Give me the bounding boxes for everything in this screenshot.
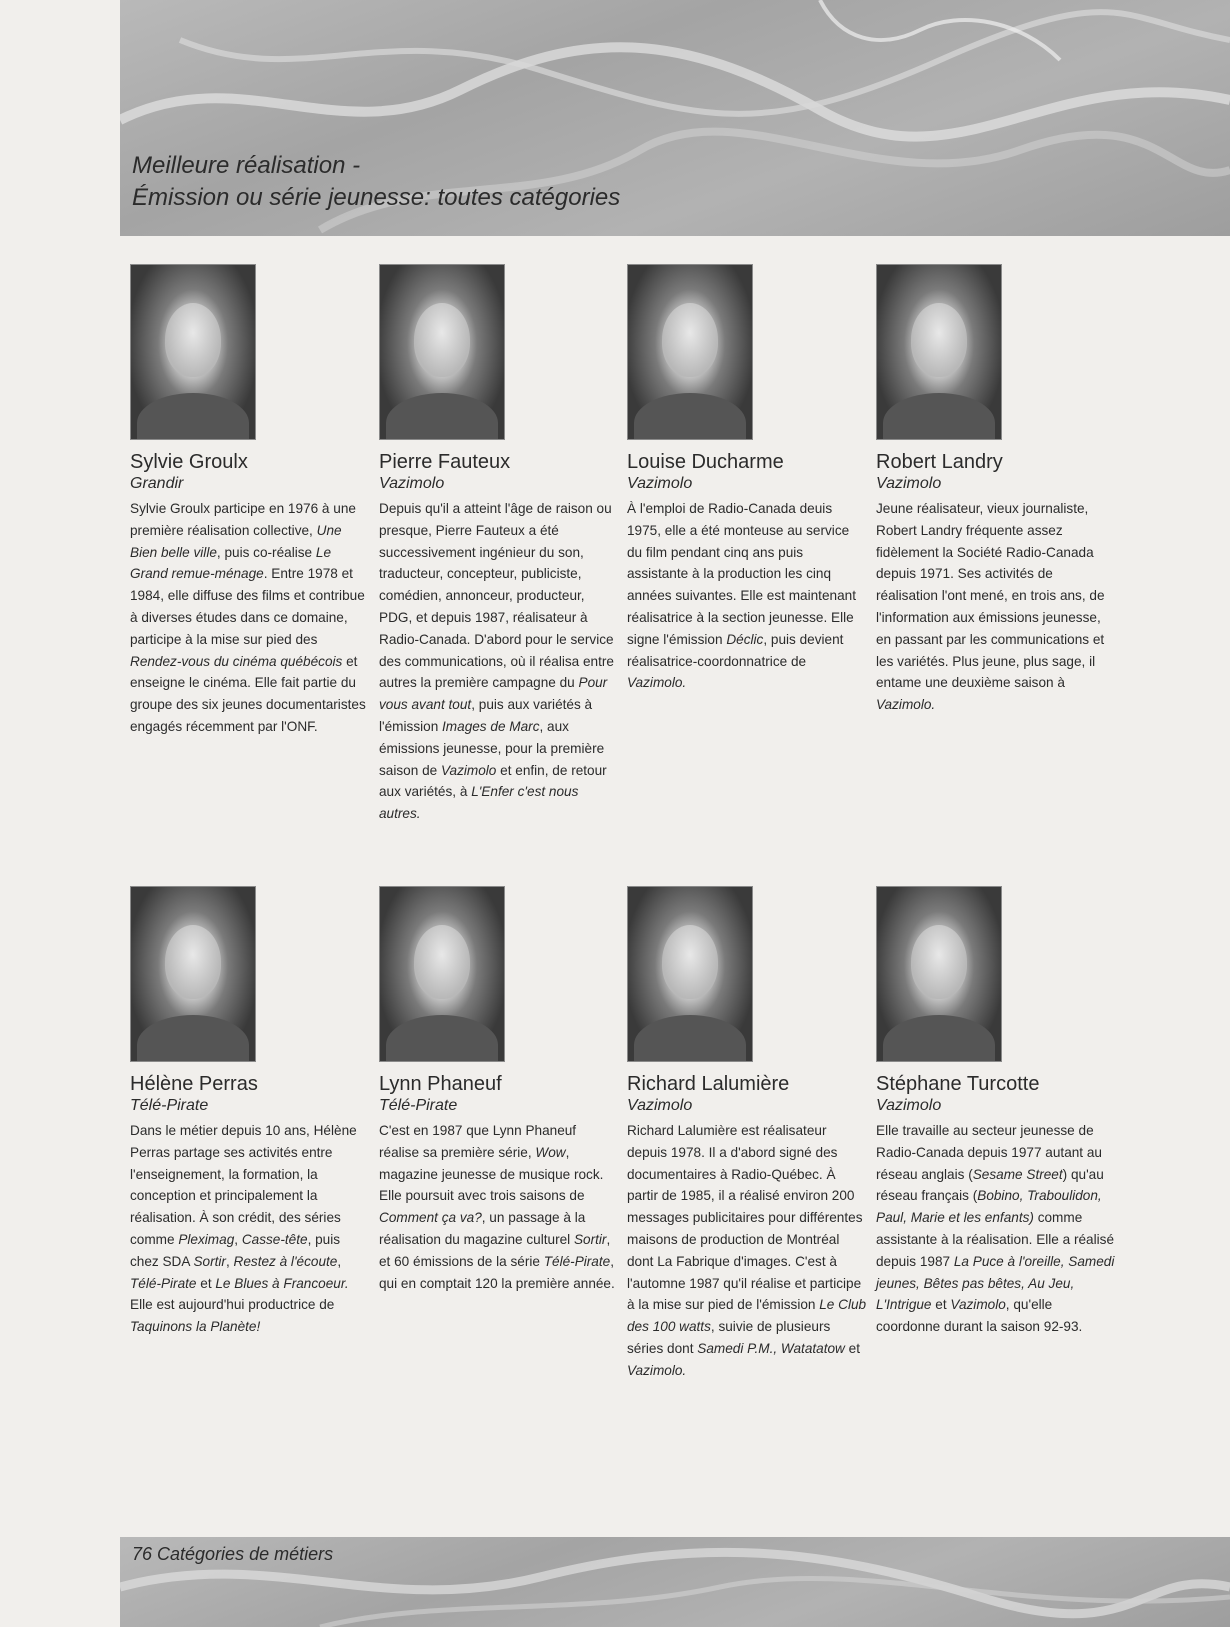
portrait-photo (379, 264, 505, 440)
bio-segment: Depuis qu'il a atteint l'âge de raison ou presque, Pierre Fauteux a été successivement ingénieur du son, traducteur, concepteur, publiciste, comédien, annonceur, producteur, PDG, et depuis 1987, réalisateur à Radio-Canada. D'abord pour le service des communications, où il réalisa entre autres la première campagne du (379, 501, 614, 691)
bio-italic-segment: Une Bien belle ville (130, 522, 342, 560)
show-title: Grandir (130, 475, 184, 492)
bio-segment: , et 60 émissions de la série (379, 1231, 611, 1269)
bio-segment: Elle est aujourd'hui productrice de (130, 1297, 335, 1313)
person-card (379, 886, 619, 1294)
bio-italic-segment: Taquinons la Planète! (130, 1319, 261, 1335)
bio-italic-segment: Vazimolo. (627, 1362, 687, 1378)
page-title-line2: Émission ou série jeunesse: toutes catégories (132, 184, 621, 211)
bio-segment: C'est en 1987 que Lynn Phaneuf réalise sa première série, (379, 1123, 577, 1160)
bio-italic-segment: Vazimolo. (876, 697, 936, 713)
person-name: Robert Landry (876, 451, 1003, 473)
bio-segment: , puis devient réalisatrice-coordonnatrice de (627, 631, 844, 669)
show-title: Vazimolo (627, 475, 693, 492)
bio-italic-segment: Le Grand remue-ménage (130, 544, 332, 582)
portrait-photo (130, 886, 256, 1062)
bio-italic-segment: Restez à l'écoute (233, 1253, 338, 1269)
bio-segment: À l'emploi de Radio-Canada deuis 1975, elle a été monteuse au service du film pendant cinq ans puis assistante à la production les cinq années suivantes. Elle est maintenant réalisatrice à la section jeunesse. Elle signe l'émission (627, 501, 856, 647)
bio-segment: et enfin, de retour aux variétés, à (379, 762, 607, 800)
portrait-photo (627, 886, 753, 1062)
bio-segment: Sylvie Groulx participe en 1976 à une première réalisation collective, (130, 501, 356, 538)
portrait-photo (130, 264, 256, 440)
page-title (132, 150, 620, 214)
bio-italic-segment: Vazimolo. (627, 675, 687, 691)
bio-italic-segment: Le Club des 100 watts (627, 1297, 867, 1335)
person-bio (876, 1120, 1116, 1338)
bio-segment: , un passage à la réalisation du magazine culturel (379, 1210, 586, 1247)
person-card (876, 886, 1116, 1338)
bio-segment: Jeune réalisateur, vieux journaliste, Robert Landry fréquente assez fidèlement la Société Radio-Canada depuis 1971. Ses activités de réalisation l'ont mené, en trois ans, de l'information aux émissions jeunesse, en passant par les communications et les variétés. Plus jeune, plus sage, il entame une deuxième saison à (876, 501, 1105, 691)
bio-italic-segment: Comment ça va? (379, 1210, 482, 1226)
portrait-photo (627, 264, 753, 440)
footer-page-label: 76 Catégories de métiers (132, 1544, 334, 1564)
bio-italic-segment: Pleximag (178, 1231, 235, 1247)
person-bio (627, 1120, 867, 1382)
portrait-photo (379, 886, 505, 1062)
bio-segment: , qu'elle coordonne durant la saison 92-93. (876, 1297, 1083, 1335)
bio-italic-segment: Sortir (193, 1253, 226, 1269)
bio-italic-segment: Sesame Street (972, 1166, 1063, 1182)
bio-segment: et enseigne le cinéma. Elle fait partie du groupe des six jeunes documentaristes engagés récemment par l'ONF. (130, 653, 366, 734)
person-card (876, 264, 1116, 716)
bio-segment: ) qu'au réseau français ( (876, 1166, 1104, 1204)
show-title: Vazimolo (876, 1097, 942, 1114)
person-card (627, 264, 867, 694)
person-bio (379, 498, 619, 825)
bio-segment: Richard Lalumière est réalisateur depuis 1978. Il a d'abord signé des documentaires à Radio-Québec. À partir de 1985, il a réalisé environ 200 messages publicitaires pour différentes maisons de production de Montréal dont La Fabrique d'images. C'est à l'automne 1987 qu'il réalise et participe à la mise sur pied de l'émission (627, 1123, 863, 1313)
bio-italic-segment: L'Enfer c'est nous autres. (379, 784, 579, 822)
show-title: Télé-Pirate (379, 1097, 458, 1114)
person-card (627, 886, 867, 1382)
person-name: Sylvie Groulx (130, 451, 248, 473)
bio-segment: , puis aux variétés à l'émission (379, 697, 593, 734)
bio-italic-segment: Sortir (573, 1231, 607, 1247)
bio-italic-segment: Déclic (726, 631, 764, 647)
show-title: Vazimolo (379, 475, 445, 492)
bio-italic-segment: Bobino, Traboulidon, Paul, Marie et les enfants) (876, 1188, 1102, 1226)
bio-italic-segment: Pour vous avant tout (379, 675, 608, 713)
person-name: Richard Lalumière (627, 1073, 790, 1095)
bio-segment: et (844, 1340, 860, 1356)
portrait-photo (876, 264, 1002, 440)
person-name: Hélène Perras (130, 1073, 258, 1095)
person-name: Pierre Fauteux (379, 451, 511, 473)
bio-italic-segment: Wow (535, 1144, 566, 1160)
bio-italic-segment: Casse-tête (241, 1231, 308, 1247)
person-name: Lynn Phaneuf (379, 1073, 502, 1095)
person-bio (627, 498, 867, 694)
bio-segment: , magazine jeunesse de musique rock. Elle poursuit avec trois saisons de (379, 1144, 604, 1204)
bio-italic-segment: Rendez-vous du cinéma québécois (130, 653, 343, 669)
bio-segment: et (931, 1297, 951, 1313)
bio-segment: , (225, 1253, 234, 1269)
person-card (130, 264, 370, 738)
person-card (130, 886, 370, 1338)
person-name: Stéphane Turcotte (876, 1073, 1040, 1095)
bio-italic-segment: Vazimolo (950, 1297, 1006, 1313)
bio-italic-segment: Vazimolo (440, 762, 497, 778)
bio-segment: Elle travaille au secteur jeunesse de Radio-Canada depuis 1977 autant au réseau anglais ( (876, 1123, 1102, 1182)
bio-segment: comme assistante à la réalisation. Elle a réalisé depuis 1987 (876, 1210, 1115, 1269)
bio-segment: , (337, 1253, 342, 1269)
show-title: Vazimolo (876, 475, 942, 492)
bio-italic-segment: La Puce à l'oreille, Samedi jeunes, Bêtes pas bêtes, Au Jeu, L'Intrigue (876, 1253, 1115, 1313)
page-title-line1: Meilleure réalisation - (132, 152, 361, 179)
portrait-photo (876, 886, 1002, 1062)
bio-italic-segment: Télé-Pirate (130, 1275, 197, 1291)
show-title: Vazimolo (627, 1097, 693, 1114)
person-bio (130, 1120, 370, 1338)
bio-segment: , qui en comptait 120 la première année. (379, 1253, 615, 1291)
bio-italic-segment: Samedi P.M., Watatatow (697, 1340, 845, 1356)
show-title: Télé-Pirate (130, 1097, 209, 1114)
bio-italic-segment: Le Blues à Francoeur. (215, 1275, 349, 1291)
person-bio (876, 498, 1116, 716)
bio-segment: et (196, 1275, 216, 1291)
bio-segment: , (234, 1231, 242, 1247)
bio-segment: . Entre 1978 et 1984, elle diffuse des films et contribue à diverses études dans ce domaine, participe à la mise sur pied des (130, 566, 365, 647)
bio-segment: , aux émissions jeunesse, pour la première saison de (379, 718, 605, 778)
person-bio (379, 1120, 619, 1294)
bio-segment: , suivie de plusieurs séries dont (627, 1319, 831, 1356)
person-bio (130, 498, 370, 738)
bio-italic-segment: Images de Marc (442, 718, 540, 734)
person-name: Louise Ducharme (627, 451, 784, 473)
bio-segment: Dans le métier depuis 10 ans, Hélène Perras partage ses activités entre l'enseignement, la formation, la conception et principalement la réalisation. À son crédit, des séries comme (130, 1123, 357, 1247)
person-card (379, 264, 619, 825)
bio-segment: , puis chez SDA (130, 1231, 341, 1269)
bio-segment: , puis co-réalise (216, 544, 316, 560)
bio-italic-segment: Télé-Pirate (543, 1253, 611, 1269)
